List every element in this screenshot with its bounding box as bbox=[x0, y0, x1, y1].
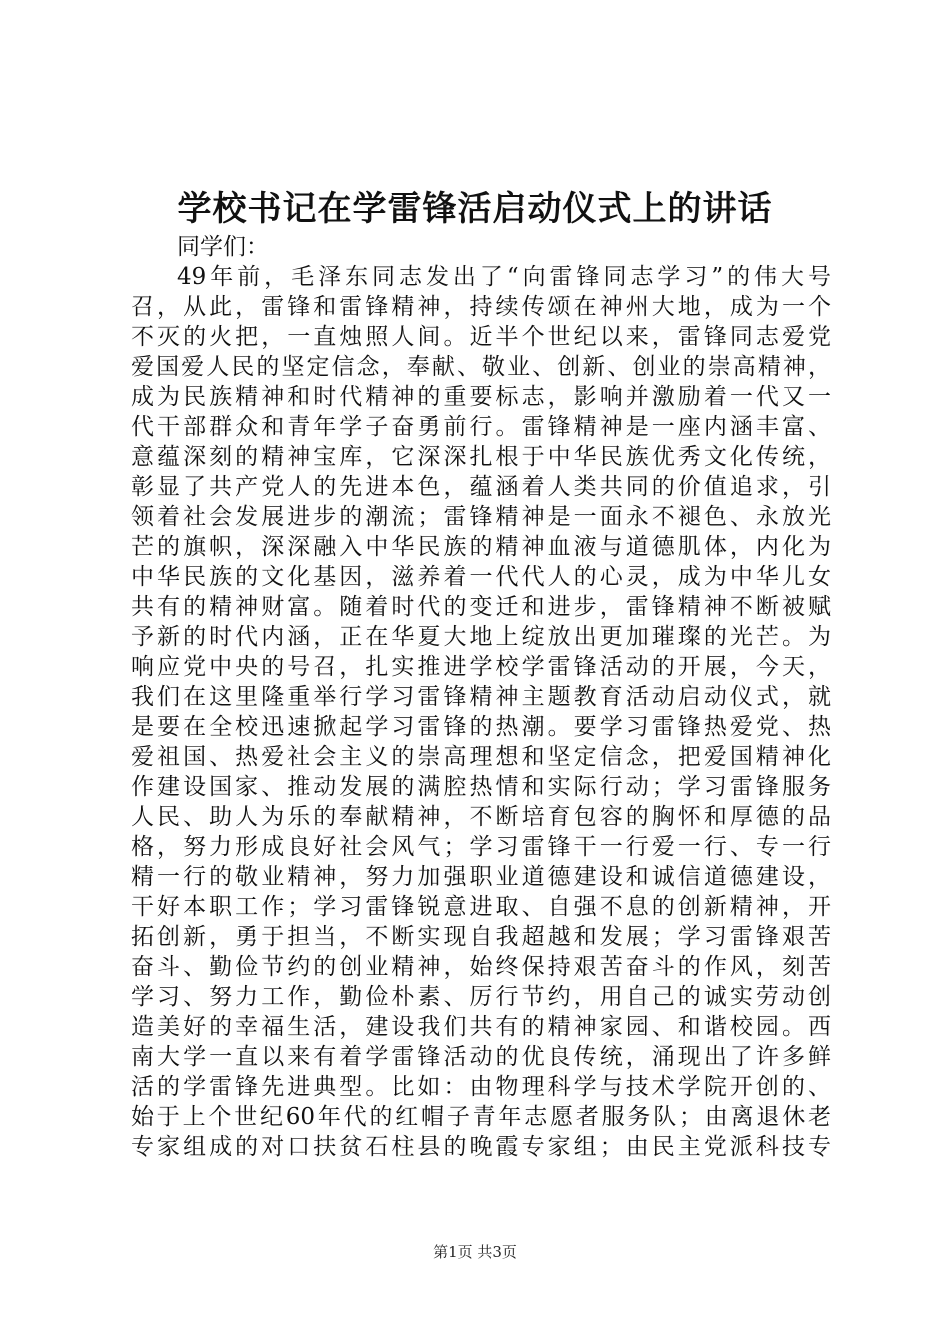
paragraph-line: 领着社会发展进步的潮流；雷锋精神是一面永不褪色、永放光 bbox=[131, 504, 831, 530]
paragraph-line: 干好本职工作；学习雷锋锐意进取、自强不息的创新精神，开 bbox=[131, 894, 831, 920]
paragraph-line: 专家组成的对口扶贫石柱县的晚霞专家组；由民主党派科技专 bbox=[131, 1134, 831, 1160]
paragraph-line: 芒的旗帜，深深融入中华民族的精神血液与道德肌体，内化为 bbox=[131, 534, 831, 560]
paragraph-line: 召，从此，雷锋和雷锋精神，持续传颂在神州大地，成为一个 bbox=[131, 294, 831, 320]
paragraph-line: 精一行的敬业精神，努力加强职业道德建设和诚信道德建设， bbox=[131, 864, 831, 890]
paragraph-line: 拓创新，勇于担当，不断实现自我超越和发展；学习雷锋艰苦 bbox=[131, 924, 831, 950]
document-body bbox=[131, 232, 831, 1162]
paragraph-line: 是要在全校迅速掀起学习雷锋的热潮。要学习雷锋热爱党、热 bbox=[131, 714, 831, 740]
paragraph-line: 学习、努力工作，勤俭朴素、厉行节约，用自己的诚实劳动创 bbox=[131, 984, 831, 1010]
paragraph-line: 始于上个世纪60年代的红帽子青年志愿者服务队；由离退休老 bbox=[131, 1104, 831, 1130]
paragraph-line: 49年前，毛泽东同志发出了“向雷锋同志学习”的伟大号 bbox=[177, 264, 831, 290]
paragraph-line: 予新的时代内涵，正在华夏大地上绽放出更加璀璨的光芒。为 bbox=[131, 624, 831, 650]
paragraph-line: 作建设国家、推动发展的满腔热情和实际行动；学习雷锋服务 bbox=[131, 774, 831, 800]
paragraph-line: 南大学一直以来有着学雷锋活动的优良传统，涌现出了许多鲜 bbox=[131, 1044, 831, 1070]
greeting-line: 同学们： bbox=[177, 234, 269, 260]
paragraph-line: 奋斗、勤俭节约的创业精神，始终保持艰苦奋斗的作风，刻苦 bbox=[131, 954, 831, 980]
paragraph-line: 响应党中央的号召，扎实推进学校学雷锋活动的开展，今天， bbox=[131, 654, 831, 680]
document-title: 学校书记在学雷锋活启动仪式上的讲话 bbox=[177, 189, 773, 229]
paragraph-line: 爱祖国、热爱社会主义的崇高理想和坚定信念，把爱国精神化 bbox=[131, 744, 831, 770]
paragraph-line: 意蕴深刻的精神宝库，它深深扎根于中华民族优秀文化传统， bbox=[131, 444, 831, 470]
paragraph-line: 中华民族的文化基因，滋养着一代代人的心灵，成为中华儿女 bbox=[131, 564, 831, 590]
paragraph-line: 格，努力形成良好社会风气；学习雷锋干一行爱一行、专一行 bbox=[131, 834, 831, 860]
paragraph-line: 不灭的火把，一直烛照人间。近半个世纪以来，雷锋同志爱党 bbox=[131, 324, 831, 350]
paragraph-line: 我们在这里隆重举行学习雷锋精神主题教育活动启动仪式，就 bbox=[131, 684, 831, 710]
paragraph-line: 共有的精神财富。随着时代的变迁和进步，雷锋精神不断被赋 bbox=[131, 594, 831, 620]
paragraph-line: 成为民族精神和时代精神的重要标志，影响并激励着一代又一 bbox=[131, 384, 831, 410]
paragraph-line: 彰显了共产党人的先进本色，蕴涵着人类共同的价值追求，引 bbox=[131, 474, 831, 500]
paragraph-line: 人民、助人为乐的奉献精神，不断培育包容的胸怀和厚德的品 bbox=[131, 804, 831, 830]
paragraph-line: 造美好的幸福生活，建设我们共有的精神家园、和谐校园。西 bbox=[131, 1014, 831, 1040]
paragraph-line: 爱国爱人民的坚定信念，奉献、敬业、创新、创业的崇高精神， bbox=[131, 354, 831, 380]
page-number-footer: 第1页 共3页 bbox=[433, 1243, 517, 1261]
paragraph-line: 代干部群众和青年学子奋勇前行。雷锋精神是一座内涵丰富、 bbox=[131, 414, 831, 440]
paragraph-line: 活的学雷锋先进典型。比如：由物理科学与技术学院开创的、 bbox=[131, 1074, 831, 1100]
